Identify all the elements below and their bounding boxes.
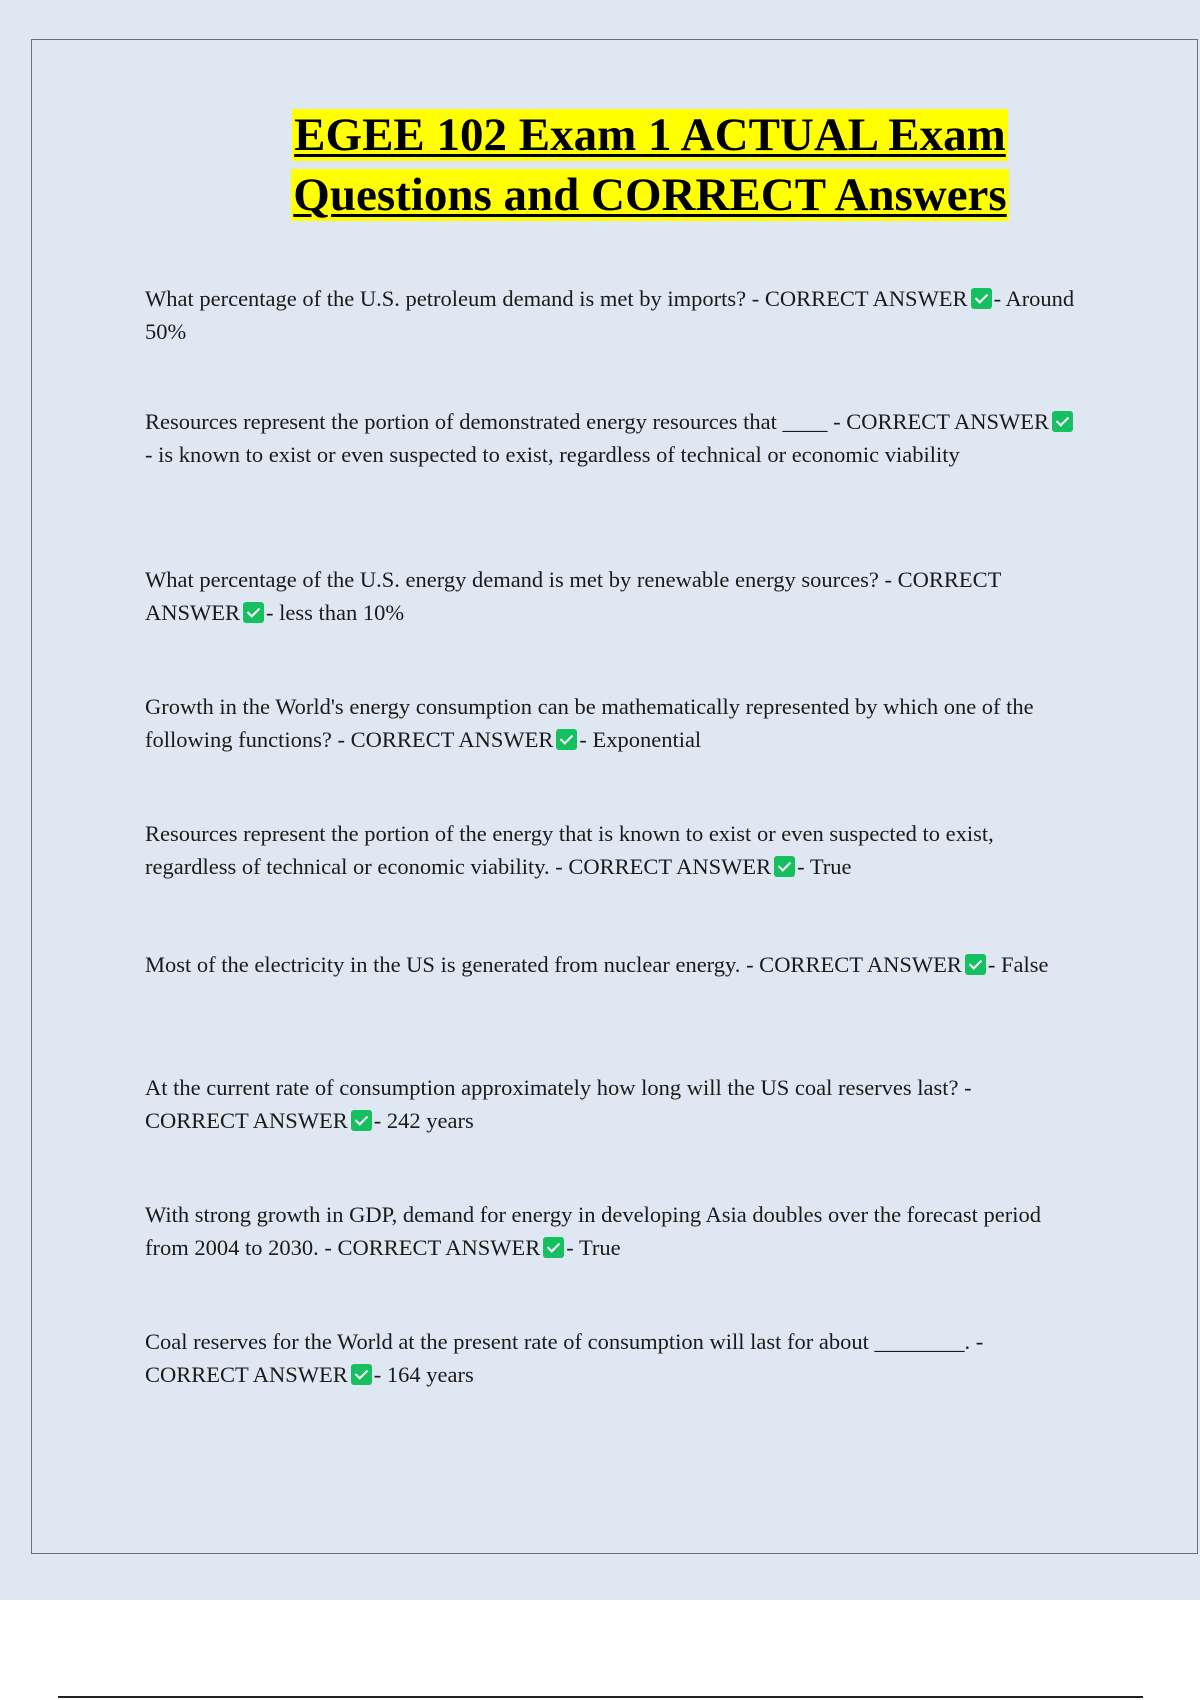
answer-text: - Around 50% bbox=[145, 286, 1075, 344]
green-checkmark-icon bbox=[351, 1364, 372, 1385]
question-text: Resources represent the portion of demonstrated energy resources that ____ bbox=[145, 409, 828, 434]
answer-text: - 242 years bbox=[373, 1108, 474, 1133]
question-text: Resources represent the portion of the energy that is known to exist or even suspected to exist, regardless of technical or economic viability. bbox=[145, 821, 994, 879]
question-text: Coal reserves for the World at the present rate of consumption will last for about ________. bbox=[145, 1329, 971, 1354]
answer-text: - True bbox=[566, 1235, 621, 1260]
green-checkmark-icon bbox=[1052, 411, 1073, 432]
question-text: What percentage of the U.S. energy demand is met by renewable energy sources? bbox=[145, 567, 879, 592]
qa-item-4 bbox=[145, 690, 1075, 756]
document-title bbox=[0, 105, 1200, 225]
green-checkmark-icon bbox=[971, 288, 992, 309]
qa-item-7 bbox=[145, 1071, 1075, 1137]
qa-item-5 bbox=[145, 817, 1075, 883]
qa-item-2 bbox=[145, 405, 1075, 471]
footer-divider bbox=[58, 1696, 1143, 1698]
answer-marker: - CORRECT ANSWER bbox=[746, 952, 962, 977]
green-checkmark-icon bbox=[556, 729, 577, 750]
question-text: What percentage of the U.S. petroleum demand is met by imports? bbox=[145, 286, 747, 311]
qa-item-3 bbox=[145, 563, 1075, 629]
answer-marker: - CORRECT ANSWER bbox=[145, 1329, 984, 1387]
question-text: With strong growth in GDP, demand for energy in developing Asia doubles over the forecast period from 2004 to 2030. bbox=[145, 1202, 1041, 1260]
answer-text: - True bbox=[797, 854, 852, 879]
answer-text: - less than 10% bbox=[266, 600, 405, 625]
answer-marker: - CORRECT ANSWER bbox=[145, 567, 1001, 625]
answer-text: - Exponential bbox=[579, 727, 702, 752]
answer-marker: - CORRECT ANSWER bbox=[833, 409, 1049, 434]
green-checkmark-icon bbox=[543, 1237, 564, 1258]
title-line-2: Questions and CORRECT Answers bbox=[293, 169, 1007, 221]
green-checkmark-icon bbox=[351, 1110, 372, 1131]
question-text: Most of the electricity in the US is generated from nuclear energy. bbox=[145, 952, 741, 977]
qa-item-6 bbox=[145, 948, 1075, 981]
answer-text: - False bbox=[987, 952, 1049, 977]
answer-text: - is known to exist or even suspected to exist, regardless of technical or economic viability bbox=[145, 442, 960, 467]
qa-item-9 bbox=[145, 1325, 1075, 1391]
answer-marker: - CORRECT ANSWER bbox=[145, 1075, 972, 1133]
answer-text: - 164 years bbox=[373, 1362, 474, 1387]
answer-marker: - CORRECT ANSWER bbox=[751, 286, 968, 311]
qa-item-1 bbox=[145, 282, 1075, 348]
green-checkmark-icon bbox=[774, 856, 795, 877]
question-text: At the current rate of consumption approximately how long will the US coal reserves last? bbox=[145, 1075, 959, 1100]
answer-marker: - CORRECT ANSWER bbox=[555, 854, 772, 879]
title-line-1: EGEE 102 Exam 1 ACTUAL Exam bbox=[294, 109, 1006, 161]
green-checkmark-icon bbox=[965, 954, 986, 975]
qa-item-8 bbox=[145, 1198, 1075, 1264]
answer-marker: - CORRECT ANSWER bbox=[337, 727, 554, 752]
question-text: Growth in the World's energy consumption can be mathematically represented by which one of the following functions? bbox=[145, 694, 1034, 752]
answer-marker: - CORRECT ANSWER bbox=[324, 1235, 541, 1260]
green-checkmark-icon bbox=[243, 602, 264, 623]
